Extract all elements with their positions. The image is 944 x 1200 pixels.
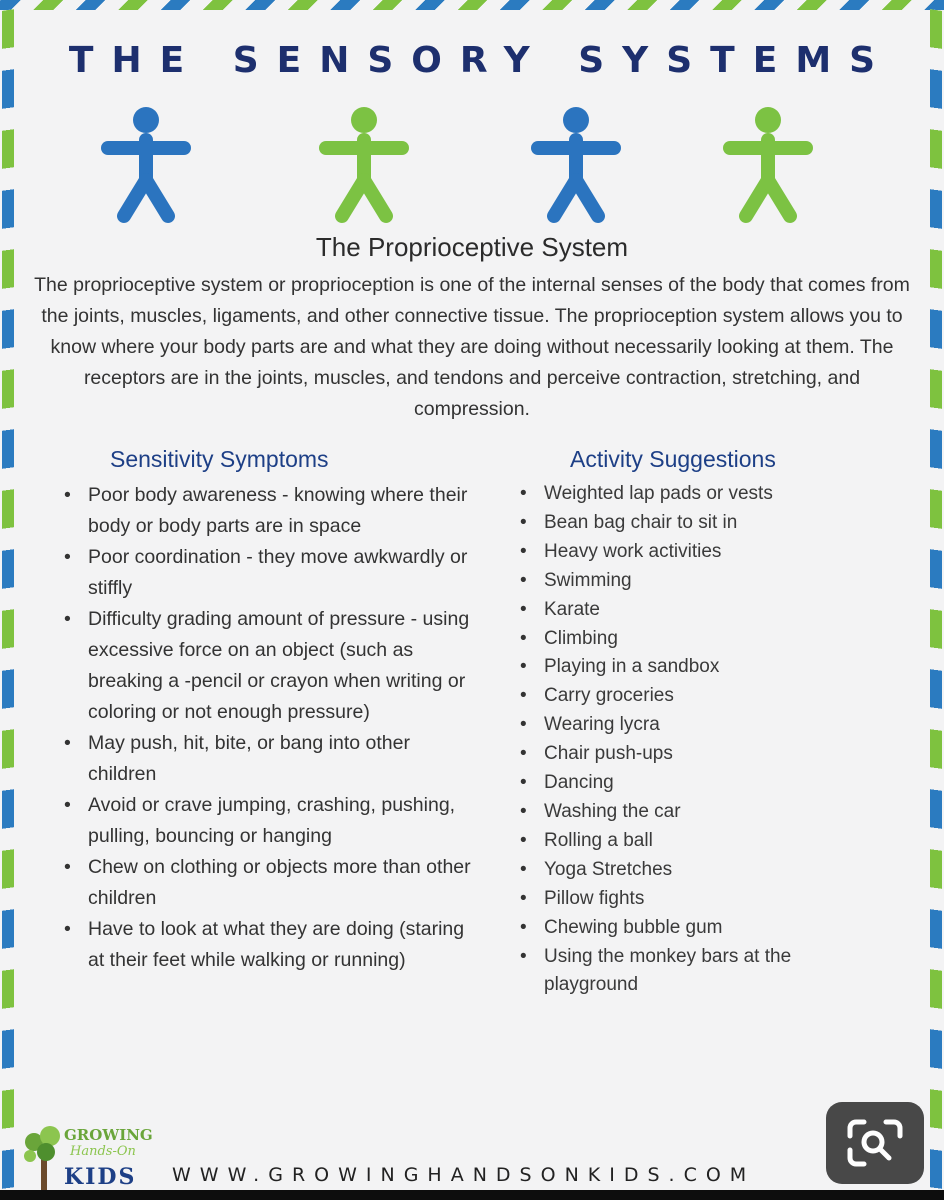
person-figure-icon [720,106,816,224]
list-item: • Using the monkey bars at the playground [516,943,876,1001]
visual-search-icon [826,1102,924,1184]
list-item: • Difficulty grading amount of pressure - using excessive force on an object (such as breaking a -pencil or crayon when writing or coloring or not enough pressure) [60,604,480,728]
visual-search-button[interactable] [826,1102,924,1184]
list-item: • Bean bag chair to sit in [516,509,876,538]
list-item: • Chair push-ups [516,740,876,769]
list-item: • Climbing [516,625,876,654]
list-item: • Yoga Stretches [516,856,876,885]
list-item: • Chew on clothing or objects more than other children [60,852,480,914]
list-item: • Have to look at what they are doing (staring at their feet while walking or running) [60,914,480,976]
list-item: • Washing the car [516,798,876,827]
person-figure-icon [528,106,624,224]
figures-row [0,106,944,226]
logo-line-growing: GROWING [64,1126,153,1144]
list-item: • Poor body awareness - knowing where their body or body parts are in space [60,480,480,542]
list-item: • Heavy work activities [516,538,876,567]
logo-line-hands-on: Hands-On [70,1144,136,1159]
symptoms-list [60,480,480,976]
list-item: • Avoid or crave jumping, crashing, pushing, pulling, bouncing or hanging [60,790,480,852]
list-item: • Rolling a ball [516,827,876,856]
intro-paragraph: The proprioceptive system or proprioception is one of the internal senses of the body that comes from the joints, muscles, ligaments, and other connective tissue. The proprioception system allows you to know where your body parts are and what they are doing without necessarily looking at them. The receptors are in the joints, muscles, and tendons and perceive contraction, stretching, and compression. [34,274,910,420]
activities-list [516,480,876,1000]
tree-icon [22,1124,66,1192]
list-item: • Carry groceries [516,682,876,711]
person-figure-icon [98,106,194,224]
list-item: • May push, hit, bite, or bang into other children [60,728,480,790]
logo-line-kids: KIDS [64,1164,137,1190]
page-title: THE SENSORY SYSTEMS [68,40,894,81]
list-item: • Dancing [516,769,876,798]
list-item: • Poor coordination - they move awkwardly or stiffly [60,542,480,604]
symptoms-heading: Sensitivity Symptoms [110,446,329,472]
list-item: • Playing in a sandbox [516,653,876,682]
list-item: • Swimming [516,567,876,596]
list-item: • Weighted lap pads or vests [516,480,876,509]
person-figure-icon [316,106,412,224]
website-url: WWW.GROWINGHANDSONKIDS.COM [172,1164,756,1186]
list-item: • Pillow fights [516,885,876,914]
activities-heading: Activity Suggestions [570,446,776,472]
section-title: The Proprioceptive System [315,232,629,262]
list-item: • Karate [516,596,876,625]
growing-hands-on-kids-logo [22,1124,154,1192]
list-item: • Chewing bubble gum [516,914,876,943]
list-item: • Wearing lycra [516,711,876,740]
airmail-border-top [0,0,944,10]
